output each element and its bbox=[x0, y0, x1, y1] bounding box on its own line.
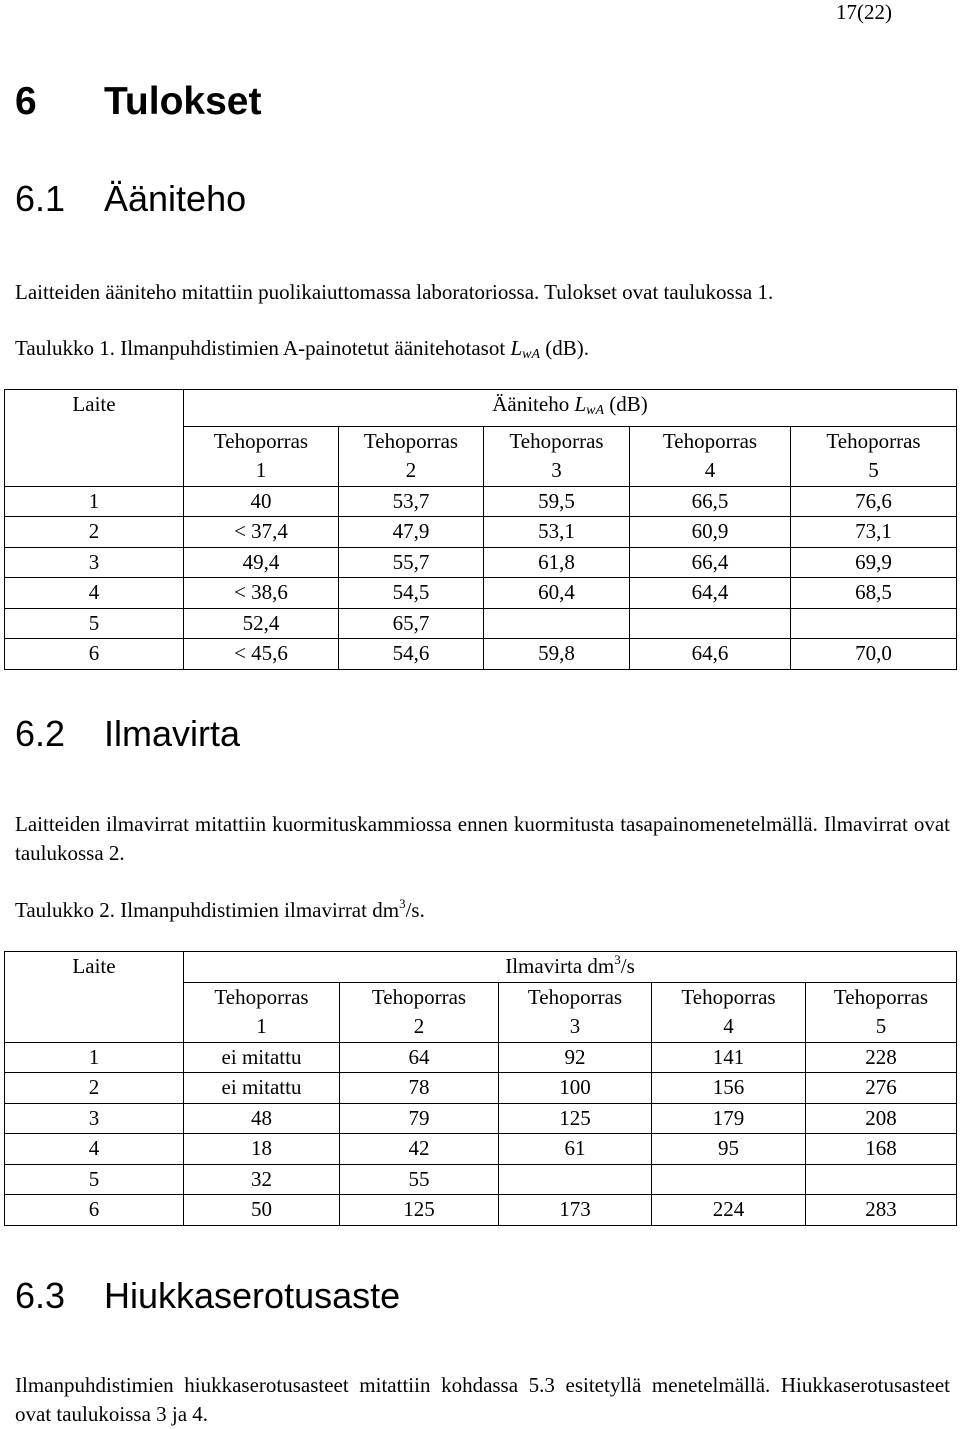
value-cell: ei mitattu bbox=[184, 1073, 340, 1104]
column-header-label: Tehoporras bbox=[826, 428, 921, 453]
table-row bbox=[5, 608, 957, 639]
device-cell: 6 bbox=[5, 639, 184, 670]
table-row bbox=[5, 578, 957, 609]
column-header-number: 2 bbox=[413, 1014, 425, 1038]
section-heading-6-2 bbox=[15, 713, 240, 755]
table-2-caption: Taulukko 2. Ilmanpuhdistimien ilmavirrat $dm^3/s$. bbox=[15, 896, 425, 922]
value-cell: 66,4 bbox=[630, 547, 791, 578]
sound-power-table bbox=[4, 389, 957, 670]
chapter-number: 6 bbox=[15, 80, 37, 123]
device-cell: 3 bbox=[5, 1103, 184, 1134]
column-header-label: Tehoporras bbox=[509, 428, 604, 453]
chapter-heading bbox=[15, 80, 261, 124]
value-cell bbox=[499, 1164, 652, 1195]
section-title: Ilmavirta bbox=[104, 713, 241, 754]
column-header-2 bbox=[339, 426, 484, 486]
table-row bbox=[5, 1042, 957, 1073]
column-header-1 bbox=[184, 982, 340, 1042]
device-cell: 4 bbox=[5, 578, 184, 609]
table-body bbox=[5, 486, 957, 669]
value-cell: 59,8 bbox=[484, 639, 630, 670]
value-cell: 156 bbox=[652, 1073, 806, 1104]
device-cell: 3 bbox=[5, 547, 184, 578]
value-cell: 60,9 bbox=[630, 517, 791, 548]
device-cell: 6 bbox=[5, 1195, 184, 1226]
column-header-number: 3 bbox=[551, 458, 562, 482]
value-cell: 52,4 bbox=[184, 608, 339, 639]
section-number: 6.1 bbox=[15, 178, 66, 219]
column-header-number: 1 bbox=[256, 1014, 267, 1038]
value-cell: 125 bbox=[340, 1195, 499, 1226]
section-title: Ääniteho bbox=[104, 178, 247, 219]
page-number: 17(22) bbox=[836, 0, 892, 24]
value-cell: 55 bbox=[340, 1164, 499, 1195]
value-cell: ei mitattu bbox=[184, 1042, 340, 1073]
column-header-label: Tehoporras bbox=[213, 428, 309, 453]
section-heading-6-3 bbox=[15, 1275, 400, 1317]
column-header-label: Tehoporras bbox=[833, 984, 929, 1009]
value-cell: 61 bbox=[499, 1134, 652, 1165]
table-row bbox=[5, 486, 957, 517]
table-1-caption: Taulukko 1. Ilmanpuhdistimien A-painotetut äänitehotasot $L_{wA}$ (dB). bbox=[15, 336, 590, 362]
value-cell: 53,7 bbox=[339, 486, 484, 517]
column-header-label: Tehoporras bbox=[527, 984, 623, 1009]
value-cell: 78 bbox=[340, 1073, 499, 1104]
device-cell: 2 bbox=[5, 1073, 184, 1104]
value-cell: 276 bbox=[806, 1073, 957, 1104]
section-2-paragraph: Laitteiden ilmavirrat mitattiin kuormituskammiossa ennen kuormitusta tasapainomenetelmällä. Ilmavirrat ovat taulukossa 2. bbox=[15, 812, 950, 865]
value-cell: 59,5 bbox=[484, 486, 630, 517]
column-header-label: Tehoporras bbox=[214, 984, 309, 1009]
value-cell: 76,6 bbox=[791, 486, 957, 517]
value-cell: 40 bbox=[184, 486, 339, 517]
value-cell: 95 bbox=[652, 1134, 806, 1165]
airflow-table bbox=[4, 951, 957, 1226]
group-header: Ilmavirta $dm^3/s$ bbox=[184, 952, 957, 983]
column-header-number: 4 bbox=[704, 458, 716, 482]
table-row bbox=[5, 1195, 957, 1226]
table-row bbox=[5, 547, 957, 578]
value-cell: 70,0 bbox=[791, 639, 957, 670]
section-1-paragraph: Laitteiden ääniteho mitattiin puolikaiuttomassa laboratoriossa. Tulokset ovat taulukossa 1. bbox=[15, 280, 774, 304]
section-3-paragraph: Ilmanpuhdistimien hiukkaserotusasteet mitattiin kohdassa 5.3 esitetyllä menetelmällä. Hiukkaserotusasteet ovat taulukoissa 3 ja 4. bbox=[15, 1373, 950, 1426]
value-cell bbox=[791, 608, 957, 639]
value-cell: 69,9 bbox=[791, 547, 957, 578]
value-cell bbox=[630, 608, 791, 639]
device-cell: 4 bbox=[5, 1134, 184, 1165]
value-cell: 73,1 bbox=[791, 517, 957, 548]
group-header: Ääniteho $L_{wA}$ (dB) bbox=[184, 390, 957, 427]
value-cell: 55,7 bbox=[339, 547, 484, 578]
value-cell: 50 bbox=[184, 1195, 340, 1226]
value-cell: 100 bbox=[499, 1073, 652, 1104]
section-number: 6.3 bbox=[15, 1275, 66, 1316]
value-cell: 179 bbox=[652, 1103, 806, 1134]
column-header-number: 5 bbox=[875, 1014, 887, 1038]
table-row bbox=[5, 1134, 957, 1165]
column-header-5 bbox=[791, 426, 957, 486]
value-cell: 53,1 bbox=[484, 517, 630, 548]
value-cell: 66,5 bbox=[630, 486, 791, 517]
value-cell: 61,8 bbox=[484, 547, 630, 578]
value-cell: 18 bbox=[184, 1134, 340, 1165]
value-cell: 49,4 bbox=[184, 547, 339, 578]
table-row bbox=[5, 1164, 957, 1195]
value-cell bbox=[652, 1164, 806, 1195]
device-cell: 5 bbox=[5, 608, 184, 639]
value-cell: 64 bbox=[340, 1042, 499, 1073]
column-header-label: Tehoporras bbox=[371, 984, 467, 1009]
column-header-number: 2 bbox=[405, 458, 417, 482]
column-header-label: Tehoporras bbox=[363, 428, 459, 453]
column-header-number: 4 bbox=[723, 1014, 734, 1038]
table-body bbox=[5, 1042, 957, 1225]
section-heading-6-1 bbox=[15, 178, 246, 220]
table-row bbox=[5, 639, 957, 670]
column-header-2 bbox=[340, 982, 499, 1042]
value-cell: < 37,4 bbox=[184, 517, 339, 548]
value-cell: < 45,6 bbox=[184, 639, 339, 670]
table-row bbox=[5, 517, 957, 548]
chapter-title: Tulokset bbox=[104, 80, 262, 123]
column-header-4 bbox=[630, 426, 791, 486]
column-header-3 bbox=[499, 982, 652, 1042]
column-header-4 bbox=[652, 982, 806, 1042]
value-cell: 54,5 bbox=[339, 578, 484, 609]
value-cell: 32 bbox=[184, 1164, 340, 1195]
table-header-row bbox=[5, 390, 957, 427]
value-cell: 54,6 bbox=[339, 639, 484, 670]
value-cell: 79 bbox=[340, 1103, 499, 1134]
device-cell: 1 bbox=[5, 486, 184, 517]
column-header-number: 3 bbox=[569, 1014, 581, 1038]
value-cell bbox=[806, 1164, 957, 1195]
device-header: Laite bbox=[5, 952, 184, 1043]
value-cell: < 38,6 bbox=[184, 578, 339, 609]
column-header-number: 1 bbox=[255, 458, 267, 482]
value-cell: 65,7 bbox=[339, 608, 484, 639]
value-cell: 64,4 bbox=[630, 578, 791, 609]
value-cell: 228 bbox=[806, 1042, 957, 1073]
column-header-number: 5 bbox=[868, 458, 879, 482]
device-header: Laite bbox=[5, 390, 184, 487]
section-number: 6.2 bbox=[15, 713, 66, 754]
value-cell: 48 bbox=[184, 1103, 340, 1134]
column-header-label: Tehoporras bbox=[662, 428, 758, 453]
column-header-1 bbox=[184, 426, 339, 486]
column-header-5 bbox=[806, 982, 957, 1042]
value-cell: 47,9 bbox=[339, 517, 484, 548]
value-cell: 92 bbox=[499, 1042, 652, 1073]
device-cell: 5 bbox=[5, 1164, 184, 1195]
value-cell: 173 bbox=[499, 1195, 652, 1226]
value-cell: 141 bbox=[652, 1042, 806, 1073]
table-header-row bbox=[5, 952, 957, 983]
value-cell: 125 bbox=[499, 1103, 652, 1134]
value-cell: 208 bbox=[806, 1103, 957, 1134]
device-cell: 2 bbox=[5, 517, 184, 548]
table-row bbox=[5, 1073, 957, 1104]
value-cell: 168 bbox=[806, 1134, 957, 1165]
value-cell: 64,6 bbox=[630, 639, 791, 670]
value-cell: 60,4 bbox=[484, 578, 630, 609]
value-cell: 224 bbox=[652, 1195, 806, 1226]
section-title: Hiukkaserotusaste bbox=[104, 1275, 401, 1316]
column-header-3 bbox=[484, 426, 630, 486]
device-cell: 1 bbox=[5, 1042, 184, 1073]
column-header-label: Tehoporras bbox=[681, 984, 776, 1009]
value-cell: 68,5 bbox=[791, 578, 957, 609]
value-cell bbox=[484, 608, 630, 639]
value-cell: 283 bbox=[806, 1195, 957, 1226]
table-row bbox=[5, 1103, 957, 1134]
value-cell: 42 bbox=[340, 1134, 499, 1165]
